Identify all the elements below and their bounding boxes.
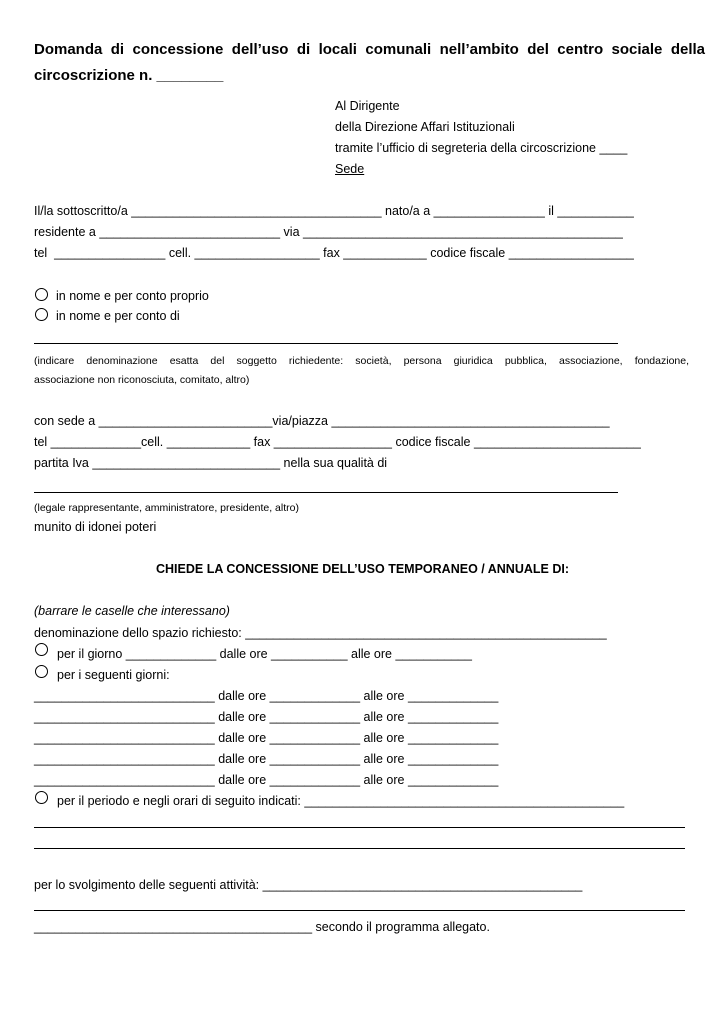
radio-period[interactable] xyxy=(35,791,48,804)
role-note: (legale rappresentante, amministratore, presidente, altro) xyxy=(34,502,299,514)
instruction-text: (barrare le caselle che interessano) xyxy=(34,604,230,618)
option-behalf-of-label: in nome e per conto di xyxy=(56,309,180,323)
period-line[interactable]: per il periodo e negli orari di seguito indicati: ______________________________________________ xyxy=(57,794,625,808)
activities-line[interactable]: per lo svolgimento delle seguenti attività: ______________________________________________ xyxy=(34,878,583,892)
radio-single-day[interactable] xyxy=(35,643,48,656)
entity-note-line-2: associazione non riconosciuta, comitato, altro) xyxy=(34,374,250,386)
applicant-address-line[interactable]: residente a __________________________ via ______________________________________________ xyxy=(34,225,623,239)
day-row[interactable]: __________________________ dalle ore _____________ alle ore _____________ xyxy=(34,689,499,703)
activities-field-line-2[interactable] xyxy=(34,910,685,911)
day-row[interactable]: __________________________ dalle ore _____________ alle ore _____________ xyxy=(34,710,499,724)
entity-name-field-line[interactable] xyxy=(34,343,618,344)
period-field-line-2[interactable] xyxy=(34,827,685,828)
request-heading: CHIEDE LA CONCESSIONE DELL’USO TEMPORANEO / ANNUALE DI: xyxy=(156,562,569,576)
entity-contact-line[interactable]: tel _____________cell. ____________ fax _________________ codice fiscale ________________________ xyxy=(34,435,641,449)
role-field-line[interactable] xyxy=(34,492,618,493)
entity-vat-line[interactable]: partita Iva ___________________________ nella sua qualità di xyxy=(34,456,388,470)
recipient-line-4: Sede xyxy=(335,162,365,176)
multi-days-label: per i seguenti giorni: xyxy=(57,668,170,682)
entity-seat-line[interactable]: con sede a _________________________via/piazza ________________________________________ xyxy=(34,414,610,428)
radio-multiple-days[interactable] xyxy=(35,665,48,678)
recipient-line-2: della Direzione Affari Istituzionali xyxy=(335,120,515,134)
radio-on-behalf-of[interactable] xyxy=(35,308,48,321)
day-row[interactable]: __________________________ dalle ore _____________ alle ore _____________ xyxy=(34,773,499,787)
document-title: Domanda di concessione dell’uso di locali comunali nell’ambito del centro sociale della xyxy=(34,41,705,58)
space-name-line[interactable]: denominazione dello spazio richiesto: ____________________________________________________ xyxy=(34,626,607,640)
recipient-line-3[interactable]: tramite l’ufficio di segreteria della circoscrizione ____ xyxy=(335,141,628,155)
applicant-contact-line[interactable]: tel ________________ cell. __________________ fax ____________ codice fiscale __________________ xyxy=(34,246,634,260)
entity-note-line-1: (indicare denominazione esatta del soggetto richiedente: società, persona giuridica pubblica, associazione, fondazione, xyxy=(34,355,689,367)
recipient-line-1: Al Dirigente xyxy=(335,99,400,113)
powers-text: munito di idonei poteri xyxy=(34,520,157,534)
day-row[interactable]: __________________________ dalle ore _____________ alle ore _____________ xyxy=(34,731,499,745)
radio-on-own-behalf[interactable] xyxy=(35,288,48,301)
applicant-name-line[interactable]: Il/la sottoscritto/a ____________________________________ nato/a a ________________ il ___________ xyxy=(34,204,634,218)
program-line[interactable]: ________________________________________ secondo il programma allegato. xyxy=(34,920,490,934)
document-title-line2: circoscrizione n. ________ xyxy=(34,67,224,84)
single-day-line[interactable]: per il giorno _____________ dalle ore ___________ alle ore ___________ xyxy=(57,647,472,661)
period-field-line-3[interactable] xyxy=(34,848,685,849)
option-own-behalf-label: in nome e per conto proprio xyxy=(56,289,209,303)
day-row[interactable]: __________________________ dalle ore _____________ alle ore _____________ xyxy=(34,752,499,766)
